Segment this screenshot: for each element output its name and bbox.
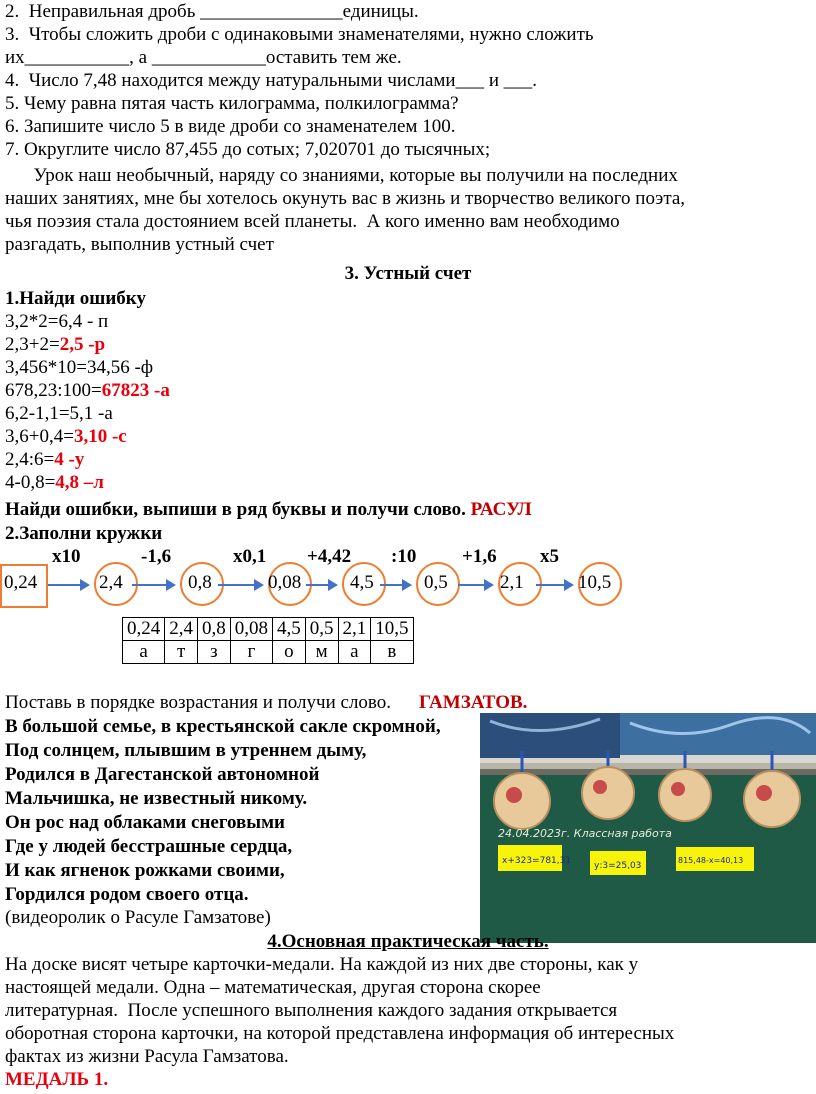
poem-line: И как ягненок рожками своими, <box>5 860 285 881</box>
flow-value: 0,8 <box>188 572 212 593</box>
find-errors-instruction: Найди ошибки, выпиши в ряд буквы и получи слово. РАСУЛ <box>5 499 532 520</box>
flow-value: 2,4 <box>99 572 123 593</box>
number-letter-table <box>122 617 414 664</box>
arrow <box>536 584 572 586</box>
intro-line-1: Урок наш необычный, наряду со знаниями, которые вы получили на последних <box>5 165 678 186</box>
task-1-title: 1.Найди ошибку <box>5 288 146 309</box>
operation-label: :10 <box>391 546 417 567</box>
card-text: 815,48-х=40,13 <box>678 856 744 865</box>
task-2-title: 2.Заполни кружки <box>5 523 163 544</box>
poem-line: Родился в Дагестанской автономной <box>5 764 320 785</box>
arrow <box>306 584 336 586</box>
video-note: (видеоролик о Расуле Гамзатове) <box>5 907 271 928</box>
intro-line-4: разгадать, выполнив устный счет <box>5 234 274 255</box>
section-4-text: литературная. После успешного выполнения каждого задания открывается <box>5 1000 618 1021</box>
operation-label: x10 <box>52 546 81 567</box>
table-row: 0,24 2,4 0,8 0,08 4,5 0,5 2,1 10,5 <box>123 618 414 641</box>
flow-value: 4,5 <box>350 572 374 593</box>
error-line: 678,23:100=67823 -а <box>5 380 170 401</box>
intro-line-2: наших занятиях, мне бы хотелось окунуть вас в жизнь и творчество великого поэта, <box>5 188 686 209</box>
arrow <box>458 584 492 586</box>
error-line: 3,456*10=34,56 -ф <box>5 357 154 378</box>
error-answer: 4,8 –л <box>55 472 104 493</box>
poem-line: Где у людей бесстрашные сердца, <box>5 836 293 857</box>
flow-value: 0,08 <box>268 572 302 593</box>
answer-word-gamzatov: ГАМЗАТОВ. <box>419 692 528 713</box>
arrow <box>132 584 174 586</box>
section-3-title: 3. Устный счет <box>344 263 472 284</box>
error-answer: 4 -у <box>54 449 85 470</box>
error-line: 3,6+0,4=3,10 -с <box>5 426 127 447</box>
question-7: 7. Округлите число 87,455 до сотых; 7,020701 до тысячных; <box>5 139 491 160</box>
question-3-cont: их___________, а ____________оставить тем же. <box>5 47 402 68</box>
error-answer: 2,5 -р <box>59 334 106 355</box>
medal-1-title: МЕДАЛЬ 1. <box>5 1069 109 1090</box>
flow-value: 10,5 <box>578 572 612 593</box>
error-line: 6,2-1,1=5,1 -а <box>5 403 113 424</box>
section-4-text: На доске висят четыре карточки-медали. На каждой из них две стороны, как у <box>5 954 639 975</box>
question-5: 5. Чему равна пятая часть килограмма, полкилограмма? <box>5 93 459 114</box>
intro-line-3: чья поэзия стала достоянием всей планеты. А кого именно вам необходимо <box>5 211 620 232</box>
flow-value: 0,24 <box>4 572 38 593</box>
operation-label: +1,6 <box>462 546 497 567</box>
question-6: 6. Запишите число 5 в виде дроби со знаменателем 100. <box>5 116 456 137</box>
poem-line: В большой семье, в крестьянской сакле скромной, <box>5 716 441 737</box>
board-date: 24.04.2023г. Классная работа <box>498 827 672 840</box>
operation-label: x5 <box>540 546 559 567</box>
question-2: 2. Неправильная дробь _______________единицы. <box>5 1 419 22</box>
operation-label: -1,6 <box>141 546 172 567</box>
error-answer: 3,10 -с <box>73 426 127 447</box>
section-4-text: оборотная сторона карточки, на которой представлена информация об интересных <box>5 1023 675 1044</box>
error-line: 2,4:6=4 -у <box>5 449 85 470</box>
flow-value: 0,5 <box>424 572 448 593</box>
section-4-text: настоящей медали. Одна – математическая, другая сторона скорее <box>5 977 541 998</box>
operation-label: x0,1 <box>233 546 267 567</box>
circle-chain <box>0 540 816 610</box>
poem-line: Гордился родом своего отца. <box>5 884 249 905</box>
answer-word-rasul: РАСУЛ <box>470 499 532 520</box>
poem-line: Мальчишка, не известный никому. <box>5 788 308 809</box>
arrow <box>218 584 262 586</box>
table-row: а т з г о м а в <box>123 641 414 664</box>
poem-line: Он рос над облаками снеговыми <box>5 812 285 833</box>
error-line: 4-0,8=4,8 –л <box>5 472 104 493</box>
arrow <box>380 584 410 586</box>
poem-line: Под солнцем, плывшим в утреннем дыму, <box>5 740 367 761</box>
arrow <box>48 584 88 586</box>
operation-label: +4,42 <box>307 546 352 567</box>
error-line: 3,2*2=6,4 - п <box>5 311 109 332</box>
question-3: 3. Чтобы сложить дроби с одинаковыми знаменателями, нужно сложить <box>5 24 594 45</box>
error-line: 2,3+2=2,5 -р <box>5 334 106 355</box>
error-answer: 67823 -а <box>101 380 170 401</box>
question-4: 4. Число 7,48 находится между натуральными числами___ и ___. <box>5 70 538 91</box>
card-text: у:3=25,03 <box>594 861 642 871</box>
order-instruction: Поставь в порядке возрастания и получи слово. ГАМЗАТОВ. <box>5 692 528 713</box>
section-4-text: фактах из жизни Расула Гамзатова. <box>5 1046 289 1067</box>
chalkboard-photo <box>480 713 816 943</box>
flow-value: 2,1 <box>500 572 524 593</box>
section-4-title: 4.Основная практическая часть. <box>267 931 549 952</box>
card-text: х+323=781,31 <box>502 856 572 866</box>
